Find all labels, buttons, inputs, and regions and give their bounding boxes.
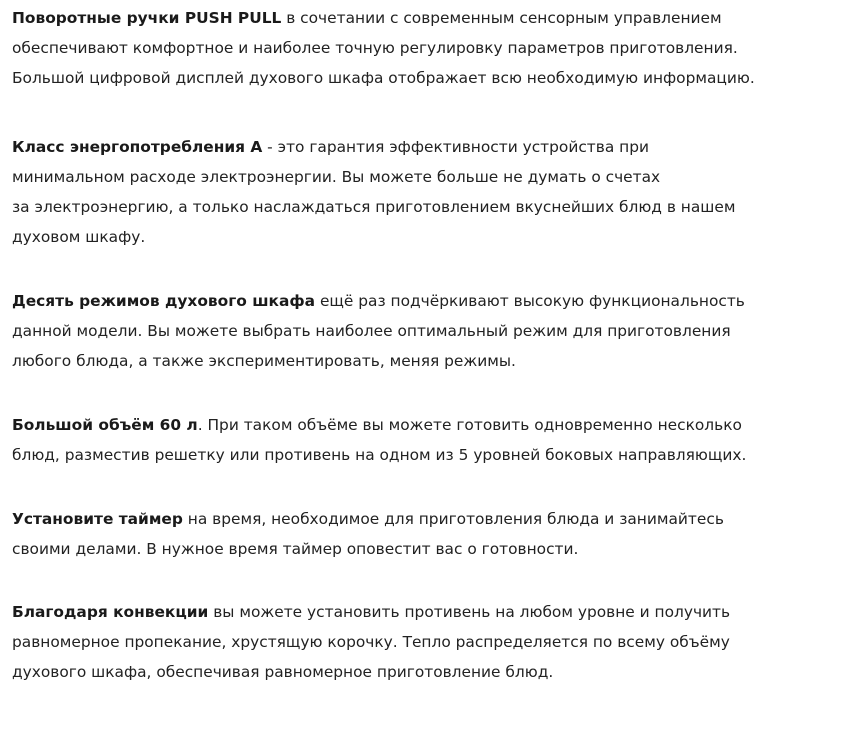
paragraph-text: Большой цифровой дисплей духового шкафа отображает всю необходимую информацию. [12,69,755,87]
paragraph-line [12,534,868,564]
feature-paragraph-ten-modes [12,286,868,376]
paragraph-text: - это гарантия эффективности устройства при [262,138,649,156]
paragraph-text: . При таком объёме вы можете готовить одновременно несколько [197,416,742,434]
paragraph-text: духового шкафа, обеспечивая равномерное приготовление блюд. [12,663,554,681]
paragraph-line [12,3,868,33]
paragraph-text: блюд, разместив решетку или противень на одном из 5 уровней боковых направляющих. [12,446,747,464]
paragraph-text: в сочетании с современным сенсорным управлением [281,9,722,27]
paragraph-text: своими делами. В нужное время таймер оповестит вас о готовности. [12,540,579,558]
feature-heading: Благодаря конвекции [12,603,209,621]
feature-heading: Десять режимов духового шкафа [12,292,316,310]
paragraph-line [12,132,868,162]
feature-heading: Класс энергопотребления А [12,138,263,156]
feature-paragraph-convection [12,597,868,687]
feature-paragraph-timer [12,504,868,564]
paragraph-line [12,286,868,316]
paragraph-line [12,316,868,346]
paragraph-line [12,504,868,534]
paragraph-line [12,222,868,252]
paragraph-line [12,627,868,657]
feature-paragraph-energy-class [12,132,868,252]
paragraph-line [12,597,868,627]
paragraph-text: любого блюда, а также экспериментировать, меняя режимы. [12,352,516,370]
feature-paragraph-volume [12,410,868,470]
paragraph-text: на время, необходимое для приготовления блюда и занимайтесь [182,510,724,528]
feature-heading: Установите таймер [12,510,183,528]
paragraph-text: данной модели. Вы можете выбрать наиболее оптимальный режим для приготовления [12,322,731,340]
paragraph-text: обеспечивают комфортное и наиболее точную регулировку параметров приготовления. [12,39,738,57]
paragraph-line [12,192,868,222]
paragraph-line [12,410,868,440]
paragraph-text: равномерное пропекание, хрустящую корочку. Тепло распределяется по всему объёму [12,633,730,651]
paragraph-line [12,33,868,63]
paragraph-text: за электроэнергию, а только наслаждаться приготовлением вкуснейших блюд в нашем [12,198,736,216]
paragraph-line [12,162,868,192]
paragraph-line [12,657,868,687]
feature-heading: Поворотные ручки PUSH PULL [12,9,282,27]
feature-paragraph-push-pull [12,3,868,93]
paragraph-text: ещё раз подчёркивают высокую функциональность [315,292,745,310]
paragraph-text: минимальном расходе электроэнергии. Вы можете больше не думать о счетах [12,168,661,186]
paragraph-text: вы можете установить противень на любом уровне и получить [208,603,731,621]
paragraph-line [12,440,868,470]
paragraph-text: духовом шкафу. [12,228,146,246]
paragraph-line [12,346,868,376]
feature-heading: Большой объём 60 л [12,416,198,434]
paragraph-line [12,63,868,93]
